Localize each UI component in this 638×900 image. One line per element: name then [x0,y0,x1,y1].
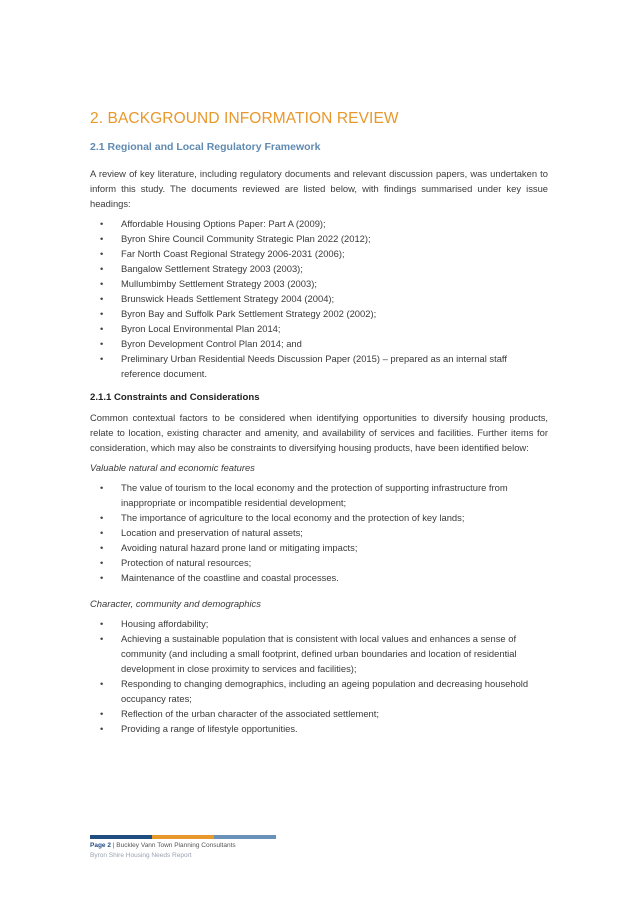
list-item: • Far North Coast Regional Strategy 2006-2031 (2006); [90,246,548,261]
list-item: • Byron Local Environmental Plan 2014; [90,321,548,336]
section-subtitle: 2.1 Regional and Local Regulatory Framework [90,141,321,153]
list-item: • Byron Shire Council Community Strategic Plan 2022 (2012); [90,231,548,246]
intro-paragraph: A review of key literature, including regulatory documents and relevant discussion papers, was undertaken to inform this study. The documents reviewed are listed below, with findings summarised under key issue headings: [90,168,548,209]
list-item: • Avoiding natural hazard prone land or mitigating impacts; [90,540,548,555]
list-item: • Mullumbimby Settlement Strategy 2003 (2003); [90,276,548,291]
footer-page-info [90,842,236,849]
section-title: 2. BACKGROUND INFORMATION REVIEW [90,110,399,127]
constraints-paragraph: Common contextual factors to be considered when identifying opportunities to diversify housing products, relate to location, existing character and amenity, and availability of services and facilities. Further items for consideration, which may also be constraints to diversifying housing products, have been identified below: [90,412,548,453]
list-item: • Brunswick Heads Settlement Strategy 2004 (2004); [90,291,548,306]
character-list [90,616,548,736]
footer-company: | Buckley Vann Town Planning Consultants [112,842,236,849]
list-item: • Providing a range of lifestyle opportunities. [90,721,548,736]
list-item: • The importance of agriculture to the local economy and the protection of key lands; [90,510,548,525]
list-item: • Preliminary Urban Residential Needs Discussion Paper (2015) – prepared as an internal staff reference document. [90,351,548,381]
character-heading: Character, community and demographics [90,598,261,609]
list-item: • Bangalow Settlement Strategy 2003 (2003); [90,261,548,276]
list-item: • Responding to changing demographics, including an ageing population and decreasing household occupancy rates; [90,676,548,706]
list-item: • The value of tourism to the local economy and the protection of supporting infrastructure from inappropriate or incompatible residential development; [90,480,548,510]
natural-features-heading: Valuable natural and economic features [90,462,255,473]
footer-color-bar [90,835,276,839]
list-item: • Affordable Housing Options Paper: Part A (2009); [90,216,548,231]
footer-bar-lightblue [214,835,276,839]
list-item: • Byron Bay and Suffolk Park Settlement Strategy 2002 (2002); [90,306,548,321]
list-item: • Byron Development Control Plan 2014; and [90,336,548,351]
list-item: • Location and preservation of natural assets; [90,525,548,540]
footer-bar-orange [152,835,214,839]
list-item: • Protection of natural resources; [90,555,548,570]
footer-bar-blue [90,835,152,839]
page-number: Page 2 [90,842,111,849]
list-item: • Reflection of the urban character of the associated settlement; [90,706,548,721]
list-item: • Housing affordability; [90,616,548,631]
constraints-heading: 2.1.1 Constraints and Considerations [90,392,260,403]
footer-report-title: Byron Shire Housing Needs Report [90,852,192,859]
document-body [90,166,548,736]
list-item: • Achieving a sustainable population that is consistent with local values and enhances a sense of community (and including a small footprint, defined urban boundaries and location of residential development in close proximity to services and facilities); [90,631,548,676]
list-item: • Maintenance of the coastline and coastal processes. [90,570,548,585]
documents-list [90,216,548,381]
natural-features-list [90,480,548,585]
